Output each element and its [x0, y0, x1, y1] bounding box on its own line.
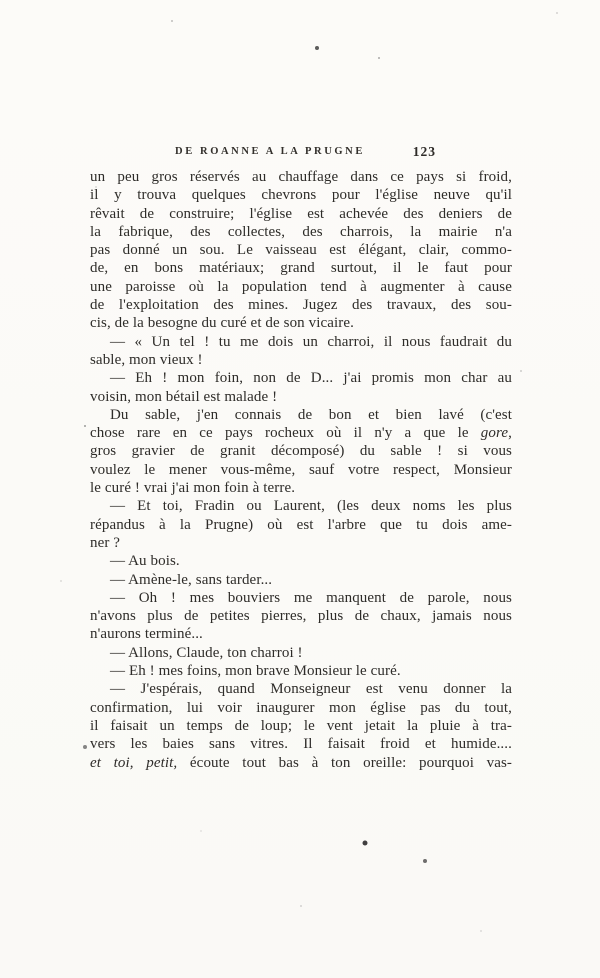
text-segment: une paroisse où la population tend à augmenter à cause [90, 278, 512, 295]
text-line [90, 735, 512, 753]
text-segment: — J'espérais, quand Monseigneur est venu donner la [110, 681, 512, 698]
text-line [90, 205, 512, 223]
text-line [90, 571, 512, 589]
text-line [90, 607, 512, 625]
text-line [90, 717, 512, 735]
text-segment: sable, mon vieux ! [90, 351, 203, 368]
text-line [90, 424, 512, 442]
scan-noise-specks [0, 0, 2, 2]
text-line [90, 442, 512, 460]
text-segment: confirmation, lui voir inaugurer mon église pas du tout, [90, 699, 512, 716]
text-line [90, 223, 512, 241]
text-segment: gros gravier de granit décomposé) du sable ! si vous [90, 443, 512, 460]
text-segment: — « Un tel ! tu me dois un charroi, il nous faudrait du [110, 333, 512, 350]
text-line [90, 259, 512, 277]
text-line [90, 534, 512, 552]
text-segment: — Amène-le, sans tarder... [110, 571, 273, 588]
text-line [90, 314, 512, 332]
text-line [90, 333, 512, 351]
text-segment: pas donné un sou. Le vaisseau est élégant, clair, commo- [90, 242, 512, 259]
text-line [90, 461, 512, 479]
text-line [90, 388, 512, 406]
text-segment: cis, de la besogne du curé et de son vicaire. [90, 315, 354, 332]
text-segment: de l'exploitation des mines. Jugez des travaux, des sou- [90, 297, 512, 314]
text-segment: ner ? [90, 534, 121, 551]
text-line [90, 351, 512, 369]
text-segment: voisin, mon bétail est malade ! [90, 388, 278, 405]
text-segment: — Et toi, Fradin ou Laurent, (les deux noms les plus [110, 498, 512, 515]
text-line [90, 186, 512, 204]
text-line [90, 516, 512, 534]
text-line [90, 754, 512, 772]
text-line [90, 369, 512, 387]
page-number: 123 [412, 144, 436, 159]
text-segment: rêvait de construire; l'église est achevée des deniers de [90, 205, 512, 222]
text-segment: la fabrique, des collectes, des charrois, la mairie n'a [90, 223, 512, 240]
text-segment: un peu gros réservés au chauffage dans ce pays si froid, [90, 169, 512, 185]
text-segment: — Oh ! mes bouviers me manquent de parole, nous [110, 589, 512, 606]
text-line [90, 662, 512, 680]
text-line [90, 479, 512, 497]
running-header [90, 146, 512, 162]
text-line [90, 699, 512, 717]
text-line [90, 406, 512, 424]
text-segment: n'aurons terminé... [90, 626, 203, 643]
text-segment: — Eh ! mes foins, mon brave Monsieur le curé. [110, 663, 401, 680]
text-line [90, 644, 512, 662]
text-segment: vers les baies sans vitres. Il faisait froid et humide.... [90, 736, 512, 753]
text-segment: répandus à la Prugne) où est l'arbre que tu dois ame- [90, 516, 512, 533]
italic-text-segment: gore [480, 425, 509, 442]
text-line [90, 168, 512, 186]
text-line [90, 296, 512, 314]
text-line [90, 625, 512, 643]
text-line [90, 278, 512, 296]
italic-text-segment: et toi, petit, [90, 754, 178, 771]
text-segment: — Eh ! mon foin, non de D... j'ai promis mon char au [110, 370, 512, 387]
text-segment: chose rare en ce pays rocheux où il n'y a que le [90, 425, 481, 442]
text-line [90, 497, 512, 515]
text-line [90, 680, 512, 698]
text-segment: — Allons, Claude, ton charroi ! [110, 644, 303, 661]
text-segment: de, en bons matériaux; grand surtout, il le faut pour [90, 260, 512, 277]
text-segment: — Au bois. [110, 553, 180, 570]
text-segment: il y trouva quelques chevrons pour l'église neuve qu'il [90, 187, 512, 204]
text-segment: écoute tout bas à ton oreille: pourquoi vas- [177, 754, 512, 771]
text-segment: n'avons plus de petites pierres, plus de chaux, jamais nous [90, 608, 512, 625]
text-block [90, 168, 512, 772]
text-segment: voulez le mener vous-même, sauf votre respect, Monsieur [90, 461, 512, 478]
text-segment: le curé ! vrai j'ai mon foin à terre. [90, 480, 296, 497]
running-title: DE ROANNE A LA PRUGNE [175, 146, 365, 157]
text-line [90, 552, 512, 570]
text-line [90, 241, 512, 259]
text-line [90, 589, 512, 607]
text-segment: , [508, 425, 512, 442]
text-segment: il faisait un temps de loup; le vent jetait la pluie à tra- [90, 717, 512, 734]
text-segment: Du sable, j'en connais de bon et bien lavé (c'est [110, 406, 512, 423]
